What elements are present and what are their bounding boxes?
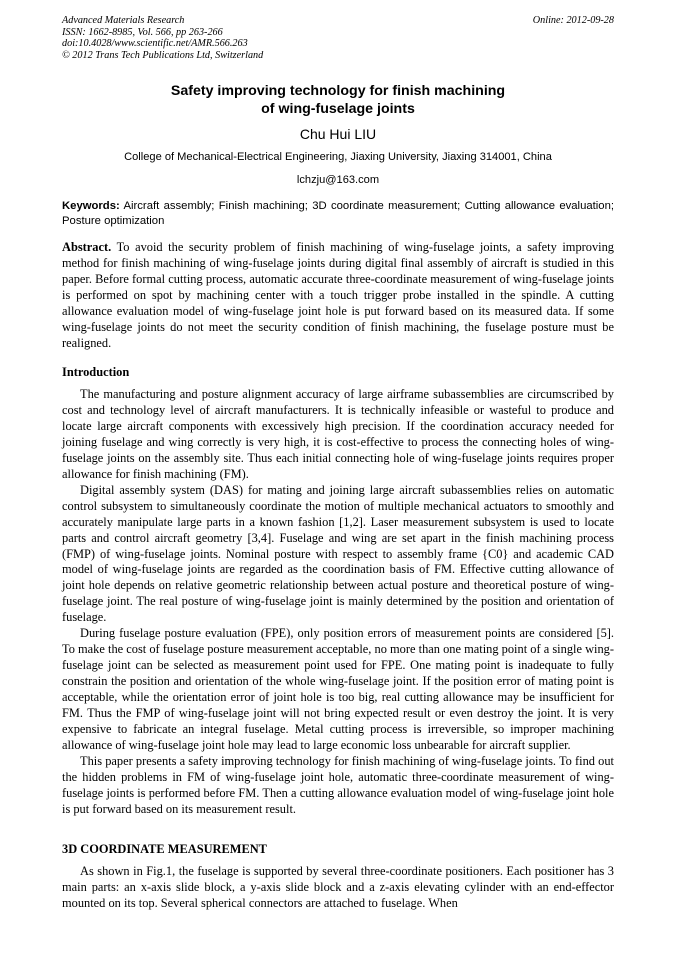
paper-title bbox=[62, 82, 614, 118]
intro-paragraph: Digital assembly system (DAS) for mating and joining large aircraft subassemblies relies on automatic control subsystem to simultaneously coordinate the motion of multiple mechanical actuators to smoothly and accurately manipulate large parts in a known fashion [1,2]. Laser measurement subsystem is used to locate parts and control aircraft geometry [3,4]. Fuselage and wing are set apart in the finish machining process (FMP) of wing-fuselage joints. Nominal posture with respect to assembly frame {C0} and academic CAD model of wing-fuselage joints are regarded as the coordination basis of FM. Effective cutting allowance of joint hole depends on relative geometric relationship between actual posture and theoretical posture of wing-fuselage joint. The real posture of wing-fuselage joint is mainly determined by the position and orientation of fuselage. bbox=[62, 482, 614, 625]
author-email: lchzju@163.com bbox=[296, 174, 380, 186]
intro-paragraph: The manufacturing and posture alignment accuracy of large airframe subassemblies are circumscribed by cost and technology level of aircraft manufacturers. It is technically infeasible or wasteful to produce and locate large aircraft components with excessively high precision. If the coordination accuracy needed for joining fuselage and wing correctly is very high, it is cost-effective to process the connecting holes of wing-fuselage joints on the assembly site. Thus each initial connecting hole of wing-fuselage joints requires proper allowance for finish machining (FM). bbox=[62, 387, 614, 481]
intro-paragraph: This paper presents a safety improving technology for finish machining of wing-fuselage joints. To find out the hidden problems in FM of wing-fuselage joint hole, automatic three-coordinate measurement of wing-fuselage joints is performed before FM. Then a cutting allowance evaluation model of wing-fuselage joint hole is put forward based on its measurement result. bbox=[62, 753, 614, 816]
journal-name: Advanced Materials Research bbox=[62, 15, 185, 26]
online-date: Online: 2012-09-28 bbox=[532, 15, 614, 26]
measurement-paragraph: As shown in Fig.1, the fuselage is supported by several three-coordinate positioners. Each positioner has 3 main parts: an x-axis slide block, a y-axis slide block and a z-axis elevating cylinder with an end-effector mounted on its top. Several spherical connectors are attached to fuselage. When bbox=[62, 864, 614, 910]
section-heading-introduction: Introduction bbox=[62, 365, 130, 379]
journal-doi: doi:10.4028/www.scientific.net/AMR.566.263 bbox=[62, 38, 248, 50]
keywords bbox=[62, 199, 614, 228]
abstract-label: Abstract. bbox=[62, 240, 112, 254]
title-line-1: Safety improving technology for finish machining bbox=[170, 83, 506, 99]
keywords-label: Keywords: bbox=[62, 200, 120, 212]
abstract bbox=[62, 240, 614, 352]
abstract-text: To avoid the security problem of finish machining of wing-fuselage joints, a safety improving method for finish machining of wing-fuselage joints during digital final assembly of aircraft is studied in this paper. Before formal cutting process, automatic accurate three-coordinate measurement of wing-fuselage joints is performed on spot by machining center with a touch trigger probe installed in the spindle. A cutting allowance evaluation model of wing-fuselage joint hole is put forward based on its measured data. If some wing-fuselage joints do not meet the security condition of finish machining, the fuselage posture must be realigned. bbox=[62, 240, 614, 350]
author-affiliation: College of Mechanical-Electrical Engineering, Jiaxing University, Jiaxing 314001, China bbox=[124, 151, 552, 163]
author-name: Chu Hui LIU bbox=[299, 126, 377, 142]
measurement-body bbox=[62, 864, 614, 912]
journal-header bbox=[62, 15, 614, 61]
intro-paragraph: During fuselage posture evaluation (FPE), only position errors of measurement points are considered [5]. To make the cost of fuselage posture measurement acceptable, no more than one mating point of a single wing-fuselage joint can be selected as measurement point used for FPE. One mating point is inadequate to fully constrain the position and orientation of the whole wing-fuselage joint. If the position error of mating point is acceptable, while the orientation error of joint hole is too big, real cutting allowance may be insufficient for FM. Thus the FMP of wing-fuselage joint will not bring expected result or even destroy the joint. It is very expensive to fabricate an integral fuselage. Metal cutting process is irreversible, so improper machining allowance of wing-fuselage joint hole may lead to large economic loss unbearable for aircraft supplier. bbox=[62, 626, 614, 752]
title-line-2: of wing-fuselage joints bbox=[261, 101, 415, 117]
journal-copyright: © 2012 Trans Tech Publications Ltd, Switzerland bbox=[62, 49, 264, 61]
introduction-body bbox=[62, 387, 614, 818]
journal-issn: ISSN: 1662-8985, Vol. 566, pp 263-266 bbox=[62, 26, 223, 38]
section-heading-3d-measurement: 3D COORDINATE MEASUREMENT bbox=[62, 842, 267, 856]
keywords-text: Aircraft assembly; Finish machining; 3D coordinate measurement; Cutting allowance evaluation; Posture optimization bbox=[62, 200, 614, 227]
